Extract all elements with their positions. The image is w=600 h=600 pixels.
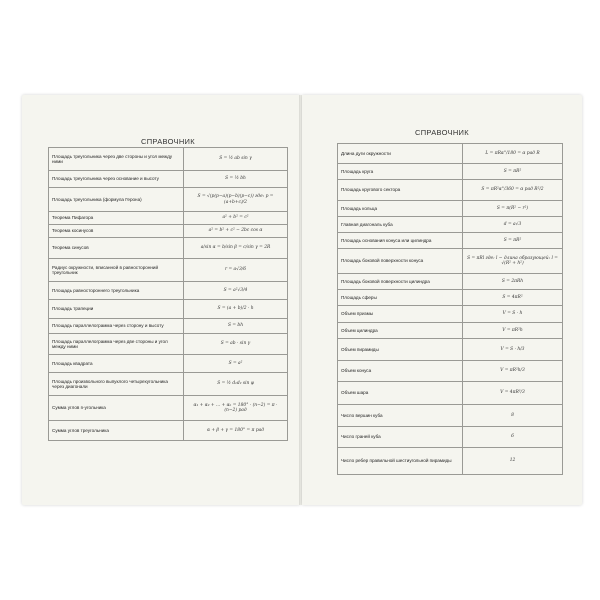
table-row bbox=[49, 225, 288, 238]
table-row bbox=[49, 334, 288, 355]
formula-expression: 6 bbox=[463, 427, 563, 448]
formula-name: Главная диагональ куба bbox=[338, 217, 463, 233]
table-row bbox=[338, 323, 563, 339]
formula-name: Объем шара bbox=[338, 382, 463, 405]
table-row bbox=[338, 217, 563, 233]
formula-expression: S = √(p(p−a)(p−b)(p−c)) где: p = (a+b+c)/2 bbox=[184, 188, 288, 212]
formula-name: Сумма углов n-угольника bbox=[49, 396, 184, 421]
formula-name: Площадь параллелограмма через две стороны и угол между ними bbox=[49, 334, 184, 355]
formula-name: Число граней куба bbox=[338, 427, 463, 448]
formula-expression: a/sin α = b/sin β = c/sin γ = 2R bbox=[184, 238, 288, 259]
formula-expression: S = ½ d₁d₂ sin φ bbox=[184, 373, 288, 396]
formula-name: Площадь основания конуса или цилиндра bbox=[338, 233, 463, 249]
formula-name: Площадь треугольника (формула Герона) bbox=[49, 188, 184, 212]
formula-name: Теорема косинусов bbox=[49, 225, 184, 238]
formula-name: Площадь кругового сектора bbox=[338, 180, 463, 201]
formula-name: Объем пирамиды bbox=[338, 339, 463, 361]
formula-expression: S = a²√3/4 bbox=[184, 282, 288, 300]
formula-name: Площадь боковой поверхности цилиндра bbox=[338, 274, 463, 290]
formula-expression: r = a√3/6 bbox=[184, 259, 288, 282]
formula-name: Объем призмы bbox=[338, 306, 463, 323]
formula-name: Площадь равностороннего треугольника bbox=[49, 282, 184, 300]
right-page-title: СПРАВОЧНИК bbox=[415, 128, 469, 137]
table-row bbox=[49, 171, 288, 188]
formula-expression: S = (a + b)/2 · h bbox=[184, 300, 288, 319]
table-row bbox=[338, 233, 563, 249]
table-row bbox=[49, 188, 288, 212]
formula-name: Площадь боковой поверхности конуса bbox=[338, 249, 463, 274]
table-row bbox=[338, 274, 563, 290]
open-booklet bbox=[22, 95, 582, 505]
formula-expression: S = 4πR² bbox=[463, 290, 563, 306]
formula-expression: V = πR²h bbox=[463, 323, 563, 339]
formula-expression: a² + b² = c² bbox=[184, 212, 288, 225]
right-page bbox=[302, 95, 582, 505]
formula-expression: S = a² bbox=[184, 355, 288, 373]
formula-expression: 8 bbox=[463, 405, 563, 427]
table-row bbox=[338, 382, 563, 405]
table-row bbox=[338, 405, 563, 427]
table-row bbox=[338, 448, 563, 475]
table-row bbox=[338, 201, 563, 217]
formula-expression: S = πR² bbox=[463, 164, 563, 180]
table-row bbox=[338, 144, 563, 164]
formula-expression: V = 4πR³/3 bbox=[463, 382, 563, 405]
formula-expression: S = bh bbox=[184, 319, 288, 334]
table-row bbox=[338, 361, 563, 382]
formula-name: Объем конуса bbox=[338, 361, 463, 382]
table-row bbox=[49, 259, 288, 282]
table-row bbox=[49, 421, 288, 441]
table-row bbox=[338, 306, 563, 323]
formula-expression: S = πR² bbox=[463, 233, 563, 249]
table-row bbox=[49, 212, 288, 225]
formula-name: Длина дуги окружности bbox=[338, 144, 463, 164]
formula-name: Площадь квадрата bbox=[49, 355, 184, 373]
table-row bbox=[338, 427, 563, 448]
table-row bbox=[49, 148, 288, 171]
formula-name: Площадь параллелограмма через сторону и высоту bbox=[49, 319, 184, 334]
formula-expression: S = ½ bh bbox=[184, 171, 288, 188]
formula-name: Площадь произвольного выпуклого четырехугольника через диагонали bbox=[49, 373, 184, 396]
formula-expression: S = π(R² − r²) bbox=[463, 201, 563, 217]
formula-name: Число вершин куба bbox=[338, 405, 463, 427]
formula-expression: V = πR²h/3 bbox=[463, 361, 563, 382]
right-formula-table bbox=[337, 143, 563, 475]
formula-expression: S = ab · sin γ bbox=[184, 334, 288, 355]
formula-expression: α₁ + α₂ + ... + αₙ = 180° · (n−2) = π · (n−2) рад bbox=[184, 396, 288, 421]
table-row bbox=[49, 238, 288, 259]
table-row bbox=[49, 319, 288, 334]
table-row bbox=[49, 300, 288, 319]
table-row bbox=[49, 373, 288, 396]
formula-name: Сумма углов треугольника bbox=[49, 421, 184, 441]
left-page-title: СПРАВОЧНИК bbox=[141, 137, 195, 146]
table-row bbox=[338, 339, 563, 361]
formula-name: Теорема Пифагора bbox=[49, 212, 184, 225]
left-page bbox=[22, 95, 300, 505]
formula-expression: L = πRα°/180 = α рад R bbox=[463, 144, 563, 164]
formula-name: Площадь трапеции bbox=[49, 300, 184, 319]
formula-expression: S = 2πRh bbox=[463, 274, 563, 290]
formula-expression: a² = b² + c² − 2bc cos α bbox=[184, 225, 288, 238]
table-row bbox=[49, 282, 288, 300]
formula-expression: 12 bbox=[463, 448, 563, 475]
formula-expression: α + β + γ = 180° = π рад bbox=[184, 421, 288, 441]
table-row bbox=[338, 164, 563, 180]
formula-name: Площадь треугольника через основание и высоту bbox=[49, 171, 184, 188]
formula-name: Число ребер правильной шестиугольной пирамиды bbox=[338, 448, 463, 475]
formula-expression: V = S · h bbox=[463, 306, 563, 323]
table-row bbox=[49, 355, 288, 373]
table-row bbox=[49, 396, 288, 421]
left-formula-table bbox=[48, 147, 288, 441]
formula-expression: d = a√3 bbox=[463, 217, 563, 233]
formula-name: Площадь круга bbox=[338, 164, 463, 180]
formula-name: Площадь треугольника через две стороны и угол между ними bbox=[49, 148, 184, 171]
formula-name: Площадь кольца bbox=[338, 201, 463, 217]
formula-expression: V = S · h/3 bbox=[463, 339, 563, 361]
table-row bbox=[338, 290, 563, 306]
formula-name: Площадь сферы bbox=[338, 290, 463, 306]
formula-expression: S = πR²α°/360 = α рад R²/2 bbox=[463, 180, 563, 201]
formula-name: Теорема синусов bbox=[49, 238, 184, 259]
table-row bbox=[338, 249, 563, 274]
table-row bbox=[338, 180, 563, 201]
formula-name: Радиус окружности, вписанной в равносторонний треугольник bbox=[49, 259, 184, 282]
formula-name: Объем цилиндра bbox=[338, 323, 463, 339]
formula-expression: S = πRl где: l − длина образующей: l = √(R² + h²) bbox=[463, 249, 563, 274]
formula-expression: S = ½ ab sin γ bbox=[184, 148, 288, 171]
